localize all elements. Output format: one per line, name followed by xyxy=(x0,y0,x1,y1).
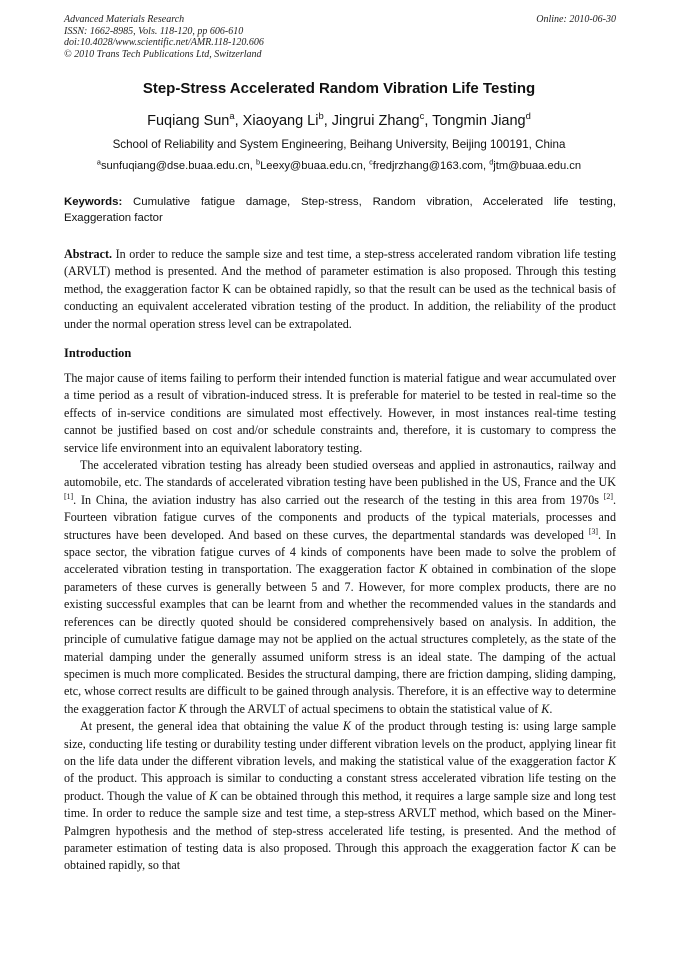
author-name: Tongmin Jiang xyxy=(432,113,526,129)
author-affil-mark: d xyxy=(525,110,531,122)
author-name: Jingrui Zhang xyxy=(331,113,420,129)
journal-header xyxy=(64,14,616,60)
online-date: Online: 2010-06-30 xyxy=(536,14,616,25)
intro-paragraph: The major cause of items failing to perform their intended function is material fatigue and wear accumulated over a time period as a result of vibration-induced stress. It is preferable for materiel to be tested in real-time so the effects of in-service conditions are simulated most effectively. However, in most instances real-time testing cannot be justified based on cost and/or schedule constraints and, therefore, it is customary to compress the service life environment into an equivalent laboratory testing. xyxy=(64,371,616,455)
math-symbol: K xyxy=(570,840,579,855)
citation-ref: [2] xyxy=(603,491,613,501)
copyright-line: © 2010 Trans Tech Publications Ltd, Switzerland xyxy=(64,48,262,60)
keywords xyxy=(64,195,616,227)
math-symbol: K xyxy=(419,562,428,577)
introduction-body xyxy=(64,370,616,875)
author-name: Xiaoyang Li xyxy=(242,113,319,129)
intro-paragraph: At present, the general idea that obtaining the value K of the product through testing is: using large sample size, conducting life testing or durability testing under different vibration levels on the product, applying linear fit on the life data under the different vibration levels, and making the statistical value of the exaggeration factor K of the product. This approach is similar to conducting a constant stress accelerated vibration life testing on the product. Though the value of K can be obtained through this method, it requires a large sample size and long test time. In order to reduce the sample size and test time, a step-stress ARVLT method, which based on the Miner-Palmgren hypothesis and the method of step-stress accelerated life testing, is presented. And the method of parameter estimation of testing data is also proposed. Through this approach the exaggeration factor K can be obtained rapidly, so that xyxy=(64,719,616,873)
affiliation: School of Reliability and System Engineering, Beihang University, Beijing 100191, China xyxy=(112,138,566,151)
email-mark: b xyxy=(256,157,261,167)
author-affil-mark: c xyxy=(419,110,425,122)
issn-line: ISSN: 1662-8985, Vols. 118-120, pp 606-610 xyxy=(64,25,244,37)
abstract-label: Abstract. xyxy=(64,247,113,261)
email-mark: a xyxy=(96,157,101,167)
email-list: $^a$sunfuqiang@dse.buaa.edu.cn, $^b$Leexy@buaa.edu.cn, $^c$fredjrzhang@163.com, $^d$jtm@buaa.edu.cn xyxy=(96,157,582,172)
email-address: sunfuqiang@dse.buaa.edu.cn xyxy=(100,160,250,172)
abstract xyxy=(64,246,616,333)
keywords-text: Cumulative fatigue damage, Step-stress, Random vibration, Accelerated life testing, Exaggeration factor xyxy=(64,196,616,224)
email-mark: d xyxy=(489,157,494,167)
email-address: fredjrzhang@163.com xyxy=(372,160,483,172)
author-name: Fuqiang Sun xyxy=(147,113,230,129)
keywords-label: Keywords: xyxy=(64,196,123,208)
citation-ref: [1] xyxy=(64,491,74,501)
author-affil-mark: a xyxy=(229,110,235,122)
intro-paragraph: The accelerated vibration testing has already been studied overseas and applied in astronautics, railway and automobile, etc. The standards of accelerated vibration testing have been published in the US, France and the UK [1]. In China, the aviation industry has also carried out the research of the testing in this area from 1970s [2]. Fourteen vibration fatigue curves of the components and products of the typical materials, processes and structures have been developed. And based on these curves, the departmental standards was developed [3]. In space sector, the vibration fatigue curves of 4 kinds of components have been made to solve the problem of accelerated vibration testing in transportation. The exaggeration factor K obtained in combination of the slope parameters of these curves is generally between 5 and 7. However, for more complex products, there are no existing successful examples that can be learnt from and whether the recommended values in the standards and references can be directly quoted should be considered comprehensively based on analysis. In addition, the principle of cumulative fatigue damage may not be applied on the actual structures completely, as the state of the material damping under the generally assumed uniform stress is an ideal state. The damping of the actual specimen is much more complicated. Besides the structural damping, there are friction damping, sliding damping, etc, whose correct results are difficult to be gained through analysis. Therefore, it is an effective way to determine the exaggeration factor K through the ARVLT of actual specimens to obtain the statistical value of K. xyxy=(64,458,616,716)
author-affil-mark: b xyxy=(318,110,324,122)
math-symbol: K xyxy=(607,753,616,768)
journal-name: Advanced Materials Research xyxy=(64,14,185,25)
math-symbol: K xyxy=(209,788,218,803)
math-symbol: K xyxy=(342,719,351,734)
doi-line: doi:10.4028/www.scientific.net/AMR.118-120.606 xyxy=(64,37,264,49)
math-symbol: K xyxy=(178,701,187,716)
section-heading-introduction: Introduction xyxy=(64,346,132,360)
email-address: jtm@buaa.edu.cn xyxy=(493,160,582,172)
math-symbol: K xyxy=(541,701,550,716)
paper-title: Step-Stress Accelerated Random Vibration Life Testing xyxy=(142,80,536,97)
email-mark: c xyxy=(369,157,373,167)
citation-ref: [3] xyxy=(588,526,599,536)
abstract-text: In order to reduce the sample size and test time, a step-stress accelerated random vibration life testing (ARVLT) method is presented. And the method of parameter estimation is also proposed. Through this testing method, the exaggeration factor K can be obtained rapidly, so that the result can be used as the technical basis of conducting an equivalent accelerated vibration testing of the product. In addition, the reliability of the product under the normal operation stress level can be extrapolated. xyxy=(64,247,616,331)
email-address: Leexy@buaa.edu.cn xyxy=(260,160,363,172)
author-list: Fuqiang Sun$^a$, Xiaoyang Li$^b$, Jingrui Zhang$^c$, Tongmin Jiang$^d$ xyxy=(147,110,531,129)
